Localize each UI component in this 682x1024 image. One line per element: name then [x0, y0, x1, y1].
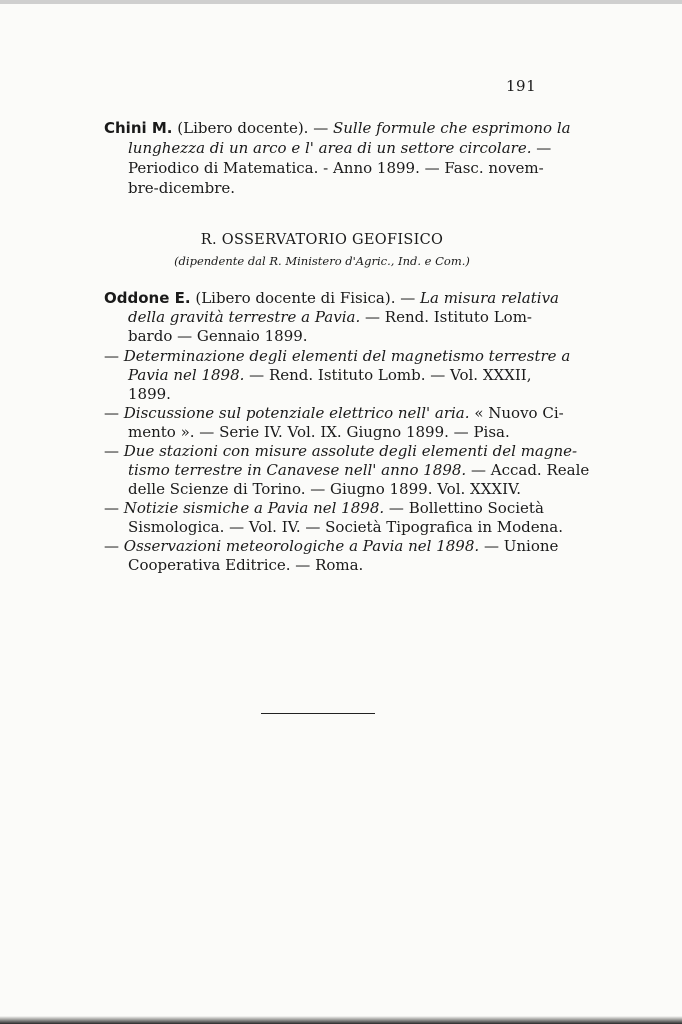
- sub-entry-3-line-3: delle Scienze di Torino. — Giugno 1899. Vol. XXXIV.: [128, 480, 521, 498]
- sub-entry-1-line-3: 1899.: [128, 385, 171, 403]
- pub-oddone-part2: — Rend. Istituto Lom-: [365, 308, 533, 326]
- oddone-entry-line-3: bardo — Gennaio 1899.: [128, 327, 308, 345]
- sub-entry-4-line-1: [104, 498, 544, 518]
- sub-entry-4-line-2: Sismologica. — Vol. IV. — Società Tipografica in Modena.: [128, 518, 564, 536]
- sub-entry-title: Osservazioni meteorologiche a Pavia nel 1898.: [123, 537, 480, 555]
- sub-entry-publication: — Bollettino Società: [388, 499, 544, 517]
- sub-entry-1-line-1: [104, 346, 571, 366]
- page-number: 191: [506, 77, 537, 95]
- sub-entry-2-line-2: mento ». — Serie IV. Vol. IX. Giugno 1899. — Pisa.: [128, 423, 510, 441]
- sub-entry-title: Determinazione degli elementi del magnetismo terrestre a: [123, 347, 571, 365]
- sub-entry-publication: « Nuovo Ci-: [474, 404, 564, 422]
- author-chini: Chini M.: [104, 119, 173, 137]
- oddone-entry-line-1: [104, 288, 559, 308]
- sub-entry-5-line-2: Cooperativa Editrice. — Roma.: [128, 556, 364, 574]
- role-chini: (Libero docente). —: [177, 119, 329, 137]
- sub-entry-3-line-2: [128, 460, 590, 480]
- section-subheading: (dipendente dal R. Ministero d'Agric., Ind. e Com.): [174, 254, 470, 268]
- chini-dash: —: [536, 139, 552, 157]
- section-heading: R. OSSERVATORIO GEOFISICO: [200, 232, 444, 248]
- page-top-edge: [0, 0, 682, 4]
- title-oddone-part2: della gravità terrestre a Pavia.: [128, 308, 361, 326]
- sub-entry-title: Discussione sul potenziale elettrico nell' aria.: [123, 404, 470, 422]
- page-bottom-edge: [0, 1016, 682, 1024]
- closing-rule: [261, 713, 375, 714]
- sub-entry-5-line-1: [104, 536, 559, 556]
- sub-entry-title: Pavia nel 1898.: [128, 366, 245, 384]
- sub-entry-dash: —: [104, 404, 119, 422]
- chini-entry-line-4: bre-dicembre.: [128, 179, 236, 197]
- role-oddone: (Libero docente di Fisica). —: [195, 289, 416, 307]
- sub-entry-1-line-2: [128, 365, 540, 385]
- sub-entry-dash: —: [104, 499, 119, 517]
- sub-entry-dash: —: [104, 347, 119, 365]
- sub-entry-2-line-1: [104, 403, 564, 423]
- sub-entry-dash: —: [104, 537, 119, 555]
- sub-entry-publication: — Rend. Istituto Lomb. — Vol. XXXII,: [249, 366, 532, 384]
- sub-entry-title: tismo terrestre in Canavese nell' anno 1898.: [128, 461, 467, 479]
- title-chini-part2: lunghezza di un arco e l' area di un settore circolare.: [128, 139, 532, 157]
- chini-entry-line-2: [128, 138, 552, 158]
- author-oddone: Oddone E.: [104, 289, 191, 307]
- sub-entry-publication: — Unione: [483, 537, 559, 555]
- title-oddone-part1: La misura relativa: [420, 289, 559, 307]
- chini-entry-line-3: Periodico di Matematica. - Anno 1899. — Fasc. novem-: [128, 159, 544, 177]
- sub-entry-title: Due stazioni con misure assolute degli elementi del magne-: [123, 442, 578, 460]
- sub-entry-dash: —: [104, 442, 119, 460]
- sub-entry-3-line-1: [104, 441, 578, 461]
- title-chini-part1: Sulle formule che esprimono la: [333, 119, 571, 137]
- chini-entry-line-1: [104, 118, 571, 138]
- sub-entry-publication: — Accad. Reale: [470, 461, 590, 479]
- oddone-entry-line-2: [128, 307, 540, 327]
- sub-entry-title: Notizie sismiche a Pavia nel 1898.: [123, 499, 385, 517]
